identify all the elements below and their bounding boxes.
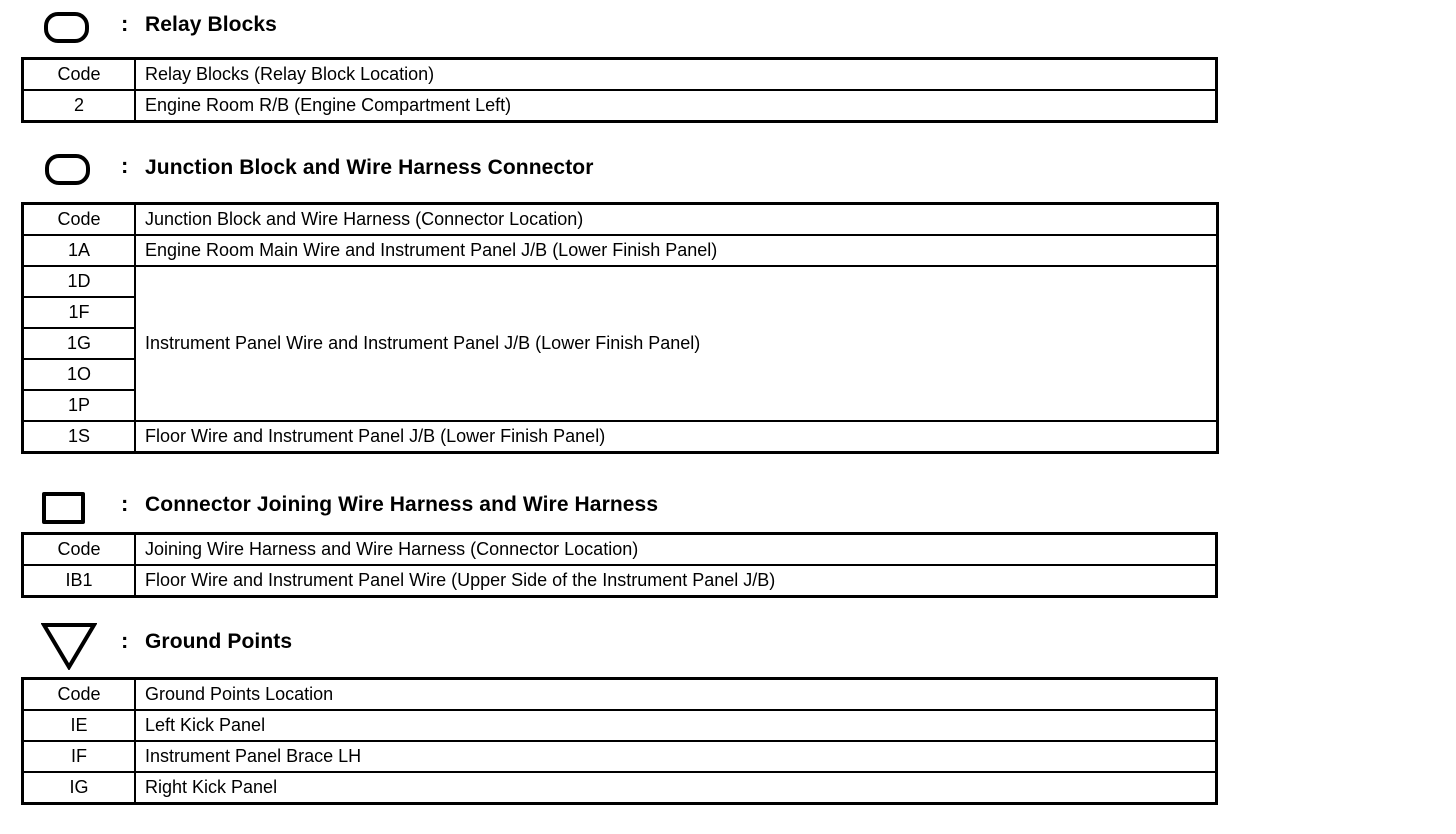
location-cell: Instrument Panel Wire and Instrument Panel J/B (Lower Finish Panel) [135,266,1218,421]
table-row [23,421,1218,453]
location-cell: Instrument Panel Brace LH [135,741,1217,772]
table-row [23,710,1217,741]
location-cell: Floor Wire and Instrument Panel J/B (Lower Finish Panel) [135,421,1218,453]
junction-block-symbol-icon [45,154,90,185]
code-cell: 1F [23,297,136,328]
table-row [23,266,1218,297]
code-cell: 1A [23,235,136,266]
junction-block-heading: Junction Block and Wire Harness Connector [145,156,594,179]
location-header: Ground Points Location [135,679,1217,711]
code-cell: IB1 [23,565,136,597]
joining-connector-colon: : [121,491,129,516]
location-header: Relay Blocks (Relay Block Location) [135,59,1217,91]
table-header-row [23,204,1218,236]
location-cell: Left Kick Panel [135,710,1217,741]
location-header: Junction Block and Wire Harness (Connector Location) [135,204,1218,236]
location-cell: Right Kick Panel [135,772,1217,804]
table-row [23,772,1217,804]
code-cell: 1S [23,421,136,453]
relay-block-symbol-icon [44,12,89,43]
code-header: Code [23,204,136,236]
table-row [23,235,1218,266]
code-header: Code [23,679,136,711]
joining-connector-table [21,532,1218,598]
table-row [23,565,1217,597]
table-header-row [23,679,1217,711]
table-header-row [23,59,1217,91]
code-cell: IF [23,741,136,772]
code-cell: 1D [23,266,136,297]
location-header: Joining Wire Harness and Wire Harness (Connector Location) [135,534,1217,566]
table-row [23,90,1217,122]
code-cell: IG [23,772,136,804]
junction-block-colon: : [121,153,129,178]
relay-blocks-colon: : [121,11,129,36]
ground-points-table [21,677,1218,805]
location-cell: Floor Wire and Instrument Panel Wire (Upper Side of the Instrument Panel J/B) [135,565,1217,597]
location-cell: Engine Room R/B (Engine Compartment Left) [135,90,1217,122]
code-header: Code [23,534,136,566]
table-header-row [23,534,1217,566]
ground-point-triangle-icon [41,622,97,670]
code-cell: 1P [23,390,136,421]
code-header: Code [23,59,136,91]
ground-points-colon: : [121,628,129,653]
joining-connector-symbol-icon [42,492,85,524]
location-cell: Engine Room Main Wire and Instrument Panel J/B (Lower Finish Panel) [135,235,1218,266]
junction-block-table [21,202,1219,454]
joining-connector-heading: Connector Joining Wire Harness and Wire Harness [145,493,659,516]
relay-blocks-table [21,57,1218,123]
code-cell: IE [23,710,136,741]
ground-points-heading: Ground Points [145,630,293,653]
code-cell: 1G [23,328,136,359]
code-cell: 1O [23,359,136,390]
table-row [23,741,1217,772]
code-cell: 2 [23,90,136,122]
relay-blocks-heading: Relay Blocks [145,13,277,36]
